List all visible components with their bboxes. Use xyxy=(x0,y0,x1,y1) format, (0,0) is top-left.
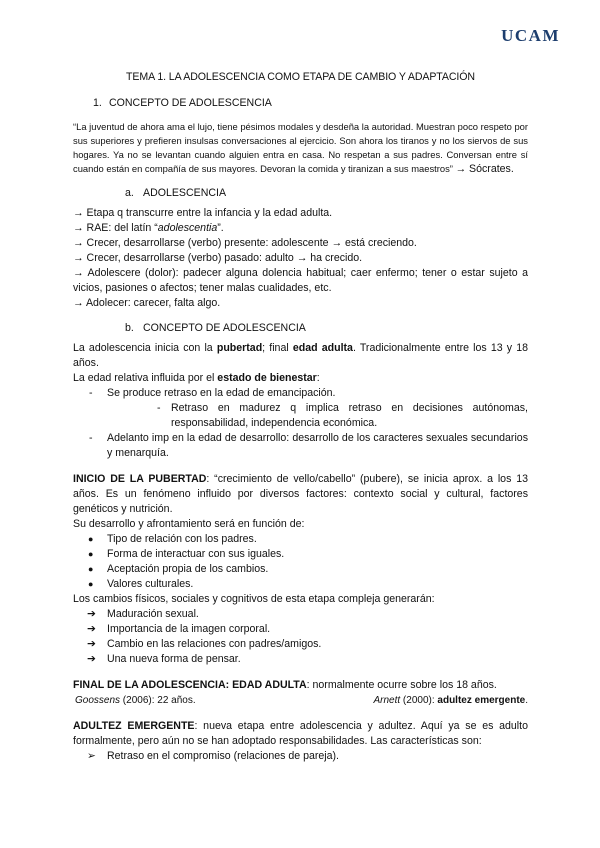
definition-line: → Crecer, desarrollarse (verbo) pasado: adulto → ha crecido. xyxy=(73,252,363,264)
bold-term: edad adulta xyxy=(292,342,353,354)
bullet-list xyxy=(73,532,528,592)
text-run: . xyxy=(525,695,528,706)
list-item-text: Maduración sexual. xyxy=(107,608,199,620)
text-run: (2006): 22 años. xyxy=(120,695,196,706)
rae-suffix: ”. xyxy=(217,222,224,234)
dash-marker: - xyxy=(89,387,93,399)
arrowhead-marker: ➢ xyxy=(87,750,96,762)
subheading-text: CONCEPTO DE ADOLESCENCIA xyxy=(143,322,306,334)
text-run: ; final xyxy=(262,342,293,354)
list-item xyxy=(73,622,528,637)
socrates-quote xyxy=(73,120,528,176)
list-item-text: Una nueva forma de pensar. xyxy=(107,653,241,665)
arrow-marker: ➔ xyxy=(87,638,96,650)
document-title: TEMA 1. LA ADOLESCENCIA COMO ETAPA DE CAMBIO Y ADAPTACIÓN xyxy=(126,71,475,83)
definition-line: → Crecer, desarrollarse (verbo) presente: adolescente → está creciendo. xyxy=(73,237,417,249)
quote-text: “La juventud de ahora ama el lujo, tiene pésimos modales y desdeña la autoridad. Muestran poco respeto por sus superiores y prefieren insulsas conversaciones al ejercicio. Son ahora los tiranos y no los siervos de sus hogares. Ya no se levantan cuando alguien entra en casa. No respetan a sus padres. Conversan entre sí cuando están en compañía de sus mayores. Devoran la comida y tiranizan a sus maestros” xyxy=(73,121,528,174)
document-page xyxy=(73,70,528,764)
arnett-citation xyxy=(373,693,528,708)
list-item xyxy=(73,431,528,461)
list-item xyxy=(73,749,528,764)
list-item-text: Importancia de la imagen corporal. xyxy=(107,623,271,635)
quote-author: → Sócrates. xyxy=(455,163,514,175)
bold-term: FINAL DE LA ADOLESCENCIA: EDAD ADULTA xyxy=(73,679,307,691)
list-item xyxy=(73,547,528,562)
list-item-text: Retraso en el compromiso (relaciones de pareja). xyxy=(107,750,339,762)
section-heading-1 xyxy=(93,96,528,111)
subheading-letter: a. xyxy=(125,187,134,199)
definition-line: → Adolescere (dolor): padecer alguna dolencia habitual; caer enfermo; tener o estar sujeto a vicios, pasiones o afectos; tener malas cualidades, etc. xyxy=(73,267,528,294)
list-item-text: Adelanto imp en la edad de desarrollo: desarrollo de los caracteres sexuales secundarios y menarquía. xyxy=(107,432,528,459)
paragraph: Su desarrollo y afrontamiento será en función de: xyxy=(73,518,305,530)
author-name: Arnett xyxy=(373,695,401,706)
paragraph xyxy=(73,678,528,693)
rae-prefix: → RAE: del latín “ xyxy=(73,222,158,234)
paragraph xyxy=(73,371,528,386)
definition-line: → Adolecer: carecer, falta algo. xyxy=(73,297,221,309)
subheading-a xyxy=(125,186,528,201)
list-item xyxy=(73,386,528,401)
paragraph xyxy=(73,719,528,749)
spacer xyxy=(73,667,528,678)
bold-term: INICIO DE LA PUBERTAD xyxy=(73,473,207,485)
paragraph: Los cambios físicos, sociales y cognitivos de esta etapa compleja generarán: xyxy=(73,593,435,605)
list-item-text: Forma de interactuar con sus iguales. xyxy=(107,548,285,560)
text-run: La adolescencia inicia con la xyxy=(73,342,217,354)
list-item-text: Retraso en madurez q implica retraso en decisiones autónomas, responsabilidad, independencia económica. xyxy=(171,402,528,429)
authors-row xyxy=(73,693,528,708)
text-run: : nueva etapa entre adolescencia y adultez. Aquí ya se es adulto formalmente, pero aún no se han adoptado responsabilidades. Las características son: xyxy=(73,720,528,747)
list-item xyxy=(73,652,528,667)
dash-list xyxy=(73,386,528,401)
nested-dash-list xyxy=(73,401,528,431)
text-run: : xyxy=(316,372,320,384)
dash-marker: - xyxy=(157,402,161,414)
text-run: : “crecimiento de vello/cabello” (pubere), se inicia aprox. a los 13 años. Es un fenómeno influido por diversos factores: contexto social y cultural, factores genéticos y nutrición. xyxy=(73,473,528,515)
spacer xyxy=(73,708,528,719)
definition-line xyxy=(73,221,528,236)
list-item-text: Se produce retraso en la edad de emancipación. xyxy=(107,387,336,399)
arrowhead-list xyxy=(73,749,528,764)
list-item-text: Valores culturales. xyxy=(107,578,194,590)
goossens-citation xyxy=(75,693,196,708)
text-run: : normalmente ocurre sobre los 18 años. xyxy=(306,679,497,691)
list-item xyxy=(73,607,528,622)
latin-term: adolescentia xyxy=(157,222,218,234)
list-item xyxy=(73,637,528,652)
bold-term: pubertad xyxy=(216,342,263,354)
dash-list xyxy=(73,431,528,461)
list-item xyxy=(73,577,528,592)
ucam-logo: UCAM xyxy=(501,26,560,45)
section-heading-text: CONCEPTO DE ADOLESCENCIA xyxy=(109,97,272,109)
bullet-marker: ● xyxy=(88,534,94,544)
text-run: . Tradicionalmente entre los 13 y 18 años. xyxy=(73,342,528,369)
arrow-list xyxy=(73,607,528,667)
subheading-letter: b. xyxy=(125,322,134,334)
text-run: La edad relativa influida por el xyxy=(73,372,218,384)
list-item xyxy=(73,532,528,547)
definition-line: → Etapa q transcurre entre la infancia y la edad adulta. xyxy=(73,207,333,219)
list-item xyxy=(73,562,528,577)
subheading-text: ADOLESCENCIA xyxy=(143,187,227,199)
paragraph xyxy=(73,341,528,371)
arrow-marker: ➔ xyxy=(87,608,96,620)
bold-term: adultez emergente xyxy=(437,695,526,706)
list-item xyxy=(73,401,528,431)
section-number: 1. xyxy=(93,97,102,109)
arrow-marker: ➔ xyxy=(87,623,96,635)
list-item-text: Tipo de relación con los padres. xyxy=(107,533,257,545)
list-item-text: Aceptación propia de los cambios. xyxy=(107,563,269,575)
bold-term: estado de bienestar xyxy=(217,372,317,384)
paragraph xyxy=(73,472,528,517)
bold-term: ADULTEZ EMERGENTE xyxy=(73,720,195,732)
text-run: (2000): xyxy=(400,695,438,706)
bullet-marker: ● xyxy=(88,549,94,559)
list-item-text: Cambio en las relaciones con padres/amigos. xyxy=(107,638,322,650)
arrow-marker: ➔ xyxy=(87,653,96,665)
dash-marker: - xyxy=(89,432,93,444)
subheading-b xyxy=(125,321,528,336)
spacer xyxy=(73,461,528,472)
bullet-marker: ● xyxy=(88,564,94,574)
bullet-marker: ● xyxy=(88,579,94,589)
author-name: Goossens xyxy=(75,695,121,706)
